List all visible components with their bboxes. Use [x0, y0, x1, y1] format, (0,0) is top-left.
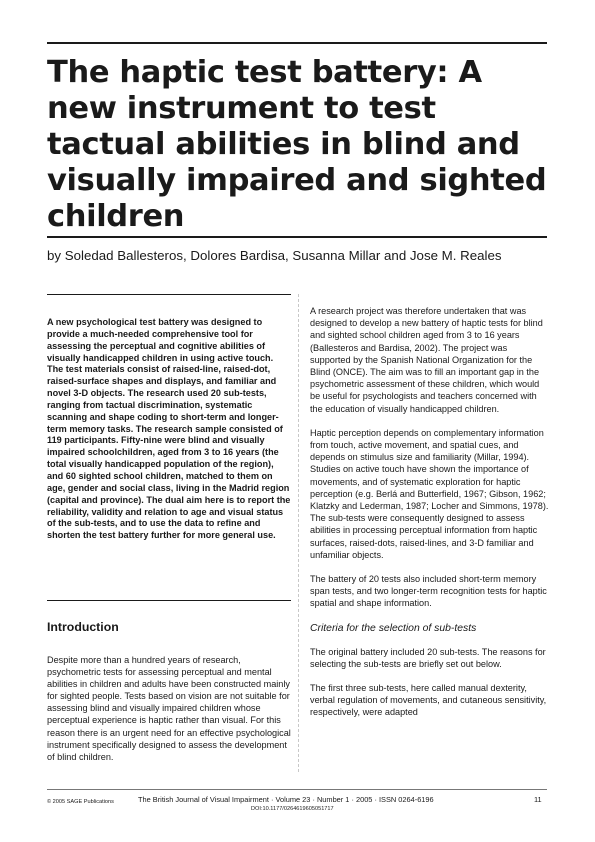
body-paragraph-5: The first three sub-tests, here called manual dexterity, verbal regulation of movements, and cutaneous sensitivity, respectively, were adapted: [310, 683, 547, 718]
right-column: [310, 305, 550, 731]
author-byline: by Soledad Ballesteros, Dolores Bardisa, Susanna Millar and Jose M. Reales: [47, 248, 502, 263]
top-rule: [47, 42, 547, 44]
column-divider: [298, 294, 299, 772]
introduction-heading: Introduction: [47, 620, 119, 634]
abstract-top-rule: [47, 294, 291, 295]
body-paragraph-3: The battery of 20 tests also included short-term memory span tests, and two longer-term recognition tests for haptic spatial and shape information.: [310, 574, 547, 609]
footer-doi: DOI:10.1177/0264619605051717: [251, 806, 334, 812]
footer-copyright: © 2005 SAGE Publications: [47, 799, 114, 805]
page-number: 11: [534, 795, 542, 804]
abstract-bottom-rule: [47, 600, 291, 601]
abstract: A new psychological test battery was designed to provide a much-needed comprehensive tool for assessing the perceptual and cognitive abilities of visually handicapped children in using active touch. The test materials consist of raised-line, raised-dot, raised-surface shapes and displays, and familiar and novel 3-D objects. The research used 20 sub-tests, ranging from tactual discrimination, systematic scanning and shape coding to short-term and longer-term memory tasks. The research sample consisted of 119 participants. Fifty-nine were blind and visually impaired schoolchildren, aged from 3 to 16 years (the total visually handicapped population of the region), and 60 sighted school children, matched to them on age, gender and social class, living in the Madrid region (capital and province). The dual aim here is to report the reliability, validity and relation to age and visual status of the sub-tests, and to use the data to refine and shorten the test battery further for more general use.: [47, 317, 291, 541]
title-rule: [47, 236, 547, 238]
body-paragraph-2: Haptic perception depends on complementary information from touch, active movement, and spatial cues, and depends on stimulus size and familiarity (Millar, 1994). Studies on active touch have shown the importance of movements, and of systematic exploration for haptic perception (e.g. Berlá and Butterfield, 1967; Gibson, 1962; Klatzky and Lederman, 1987; Locher and Simmons, 1978). The sub-tests were consequently designed to assess abilities in processing perceptual information from haptic surfaces, raised-dots, raised-lines, and 3-D familiar and unfamiliar objects.: [310, 427, 549, 560]
article-title: The haptic test battery: A new instrument to test tactual abilities in blind and visually impaired and sighted children: [47, 55, 547, 234]
body-paragraph-1: A research project was therefore undertaken that was designed to develop a new battery of haptic tests for blind and sighted school children aged from 3 to 16 years (Ballesteros and Bardisa, 2002). The project was supported by the Spanish National Organization for the Blind (ONCE). The aim was to fill an important gap in the psychometric assessment of these children, which would be useful for psychologists and teachers concerned with the education of visually handicapped children.: [310, 306, 543, 414]
body-paragraph-4: The original battery included 20 sub-tests. The reasons for selecting the sub-tests are briefly set out below.: [310, 646, 546, 669]
section-subheading: Criteria for the selection of sub-tests: [310, 622, 477, 634]
footer-journal-info: The British Journal of Visual Impairment · Volume 23 · Number 1 · 2005 · ISSN 0264-6196: [138, 795, 434, 804]
footer-rule: [47, 789, 547, 790]
introduction-paragraph: Despite more than a hundred years of research, psychometric tests for assessing perceptual and mental abilities in children and adults have been constructed mainly for sighted people. Tests based on vision are not suitable for assessing blind and visually impaired children whose perceptual experience is haptic rather than visual. For this reason there is an urgent need for an effective psychological instrument specifically designed to assess the development of blind children.: [47, 655, 291, 762]
